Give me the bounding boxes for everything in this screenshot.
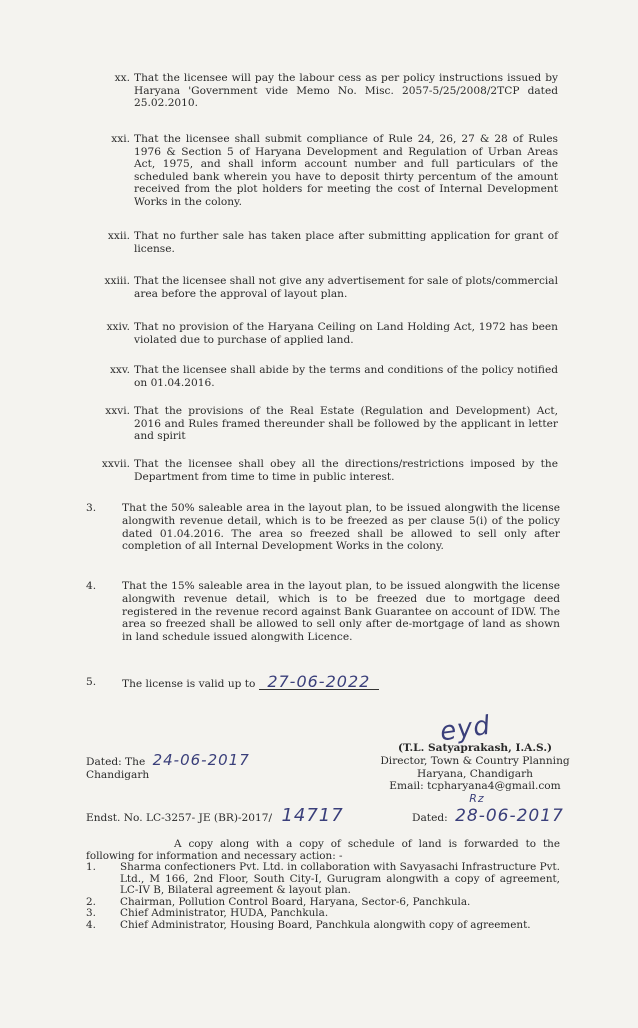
paragraph-text: [122, 672, 560, 691]
list-item-number: 4.: [86, 918, 96, 931]
signatory-email: Email: tcpharyana4@gmail.com: [389, 780, 561, 793]
list-item-text: Chief Administrator, Housing Board, Panchkula alongwith copy of agreement.: [120, 918, 531, 931]
list-item-number: 2.: [86, 895, 96, 908]
paragraph-number: 3.: [86, 502, 97, 514]
validity-label: The license is valid up to: [122, 678, 256, 690]
clause-text: That the licensee shall abide by the terms and conditions of the policy notified on 01.04.2016.: [134, 364, 558, 389]
clause-text: That no provision of the Haryana Ceiling on Land Holding Act, 1972 has been violated due to purchase of applied land.: [134, 321, 558, 346]
dated-place: Chandigarh: [86, 768, 150, 781]
clause-number: xxvii.: [101, 458, 130, 470]
dated-block: [86, 751, 250, 782]
signatory-block: [380, 742, 570, 806]
endorsement-dated-handwritten: 28-06-2017: [455, 806, 564, 826]
clause-text: That no further sale has taken place after submitting application for grant of license.: [134, 230, 558, 255]
list-item-number: 3.: [86, 907, 96, 920]
list-item-number: 1.: [86, 861, 96, 873]
clause-number: xxv.: [109, 364, 130, 376]
forward-intro: A copy along with a copy of schedule of land is forwarded to the following for information and necessary action: -: [86, 838, 560, 863]
signatory-designation: Director, Town & Country Planning: [380, 754, 570, 767]
endorsement-label: Endst. No. LC-3257- JE (BR)-2017/: [86, 812, 273, 824]
paragraph-number: 4.: [86, 580, 97, 592]
signature-initials: eyd: [438, 710, 493, 748]
forward-list: [86, 862, 560, 932]
clause-text: That the licensee shall not give any advertisement for sale of plots/commercial area before the approval of layout plan.: [134, 275, 558, 300]
clause-number: xxiv.: [106, 321, 130, 333]
clause-number: xxi.: [111, 133, 130, 145]
clause-text: That the provisions of the Real Estate (Regulation and Development) Act, 2016 and Rules framed thereunder shall be followed by the applicant in letter and spirit: [134, 405, 558, 443]
dated-row: [86, 751, 250, 769]
dated-label: Dated: The: [86, 756, 146, 768]
list-item: [86, 920, 560, 932]
endorsement-dated-label: Dated:: [412, 812, 448, 824]
endorsement-number-handwritten: 14717: [281, 805, 344, 826]
paragraph-text: That the 15% saleable area in the layout plan, to be issued alongwith the license alongwith revenue detail, which is to be freezed due to mortgage deed registered in the revenue record against Bank Guarantee on account of IDW. The area so freezed shall be allowed to sell only after de-mortgage of land as shown in land schedule issued alongwith Licence.: [122, 580, 560, 644]
list-item: [86, 862, 560, 897]
endorsement-dated: [412, 806, 564, 826]
clause-number: xxvi.: [105, 405, 130, 417]
list-item-text: Chief Administrator, HUDA, Panchkula.: [120, 907, 329, 920]
list-item-text: Chairman, Pollution Control Board, Haryana, Sector-6, Panchkula.: [120, 895, 471, 908]
clause-number: xx.: [114, 72, 130, 84]
clause-number: xxiii.: [104, 275, 130, 287]
signatory-office: Haryana, Chandigarh: [416, 767, 533, 780]
list-item-text: Sharma confectioners Pvt. Ltd. in collaboration with Savyasachi Infrastructure Pvt. Ltd., M 166, 2nd Floor, South City-I, Gurugram alongwith a copy of agreement, LC-IV B, Bilateral agreement & layout plan.: [120, 861, 560, 897]
validity-date-handwritten: 27-06-2022: [259, 676, 379, 690]
paragraph-text: That the 50% saleable area in the layout plan, to be issued alongwith the license alongwith revenue detail, which is to be freezed as per clause 5(i) of the policy dated 01.04.2016. The area so freezed shall be allowed to sell only after completion of all Internal Development Works in the colony.: [122, 502, 560, 553]
signatory-initials: Rz: [469, 792, 485, 806]
clause-text: That the licensee shall obey all the directions/restrictions imposed by the Department from time to time in public interest.: [134, 458, 558, 483]
clause-text: That the licensee will pay the labour cess as per policy instructions issued by Haryana 'Government vide Memo No. Misc. 2057-5/25/2008/2TCP dated 25.02.2010.: [134, 72, 558, 110]
signatory-name: (T.L. Satyaprakash, I.A.S.): [397, 742, 553, 754]
endorsement-row: [86, 805, 344, 826]
clause-number: xxii.: [107, 230, 130, 242]
dated-handwritten: 24-06-2017: [152, 751, 250, 769]
paragraph-number: 5.: [86, 676, 97, 688]
signatory-email-row: [380, 780, 570, 806]
clause-text: That the licensee shall submit compliance of Rule 24, 26, 27 & 28 of Rules 1976 & Section 5 of Haryana Development and Regulation of Urban Areas Act, 1975, and shall inform account number and full particulars of the scheduled bank wherein you have to deposit thirty percentum of the amount received from the plot holders for meeting the cost of Internal Development Works in the colony.: [134, 133, 558, 208]
